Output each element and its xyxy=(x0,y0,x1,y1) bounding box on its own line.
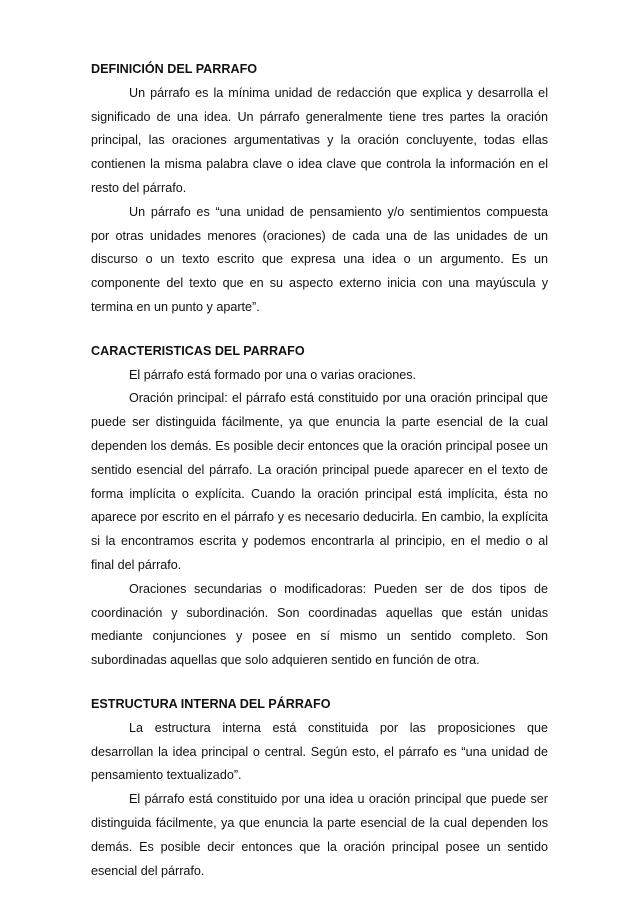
section-caracteristicas xyxy=(91,340,548,673)
section-heading: ESTRUCTURA INTERNA DEL PÁRRAFO xyxy=(91,696,331,711)
paragraph: Un párrafo es la mínima unidad de redacción que explica y desarrolla el significado de una idea. Un párrafo generalmente tiene tres partes la oración principal, las oraciones argumentativas y la oración concluyente, todas ellas contienen la misma palabra clave o idea clave que controla la información en el resto del párrafo. xyxy=(91,85,548,195)
section-estructura xyxy=(91,693,548,883)
section-heading: DEFINICIÓN DEL PARRAFO xyxy=(91,62,258,76)
paragraph: El párrafo está formado por una o varias oraciones. xyxy=(129,367,417,382)
paragraph: Un párrafo es “una unidad de pensamiento y/o sentimientos compuesta por otras unidades menores (oraciones) de cada una de las unidades de un discurso o un texto escrito que expresa una idea o un argumento. Es un componente del texto que en su aspecto externo inicia con una mayúscula y termina en un punto y aparte”. xyxy=(91,204,548,314)
paragraph: Oraciones secundarias o modificadoras: Pueden ser de dos tipos de coordinación y subordinación. Son coordinadas aquellas que están unidas mediante conjunciones y posee en sí mismo un sentido completo. Son subordinadas aquellas que solo adquieren sentido en función de otra. xyxy=(91,581,548,668)
paragraph: Oración principal: el párrafo está constituido por una oración principal que puede ser distinguida fácilmente, ya que enuncia la parte esencial de la cual dependen los demás. Es posible decir entonces que la oración principal posee un sentido esencial del párrafo. La oración principal puede aparecer en el texto de forma implícita o explícita. Cuando la oración principal está implícita, ésta no aparece por escrito en el párrafo y es necesario deducirla. En cambio, la explícita si la encontramos escrita y podemos encontrarla al principio, en el medio o al final del párrafo. xyxy=(91,391,548,572)
section-heading: CARACTERISTICAS DEL PARRAFO xyxy=(91,343,305,358)
document-page xyxy=(91,58,548,883)
section-definicion xyxy=(91,58,548,320)
paragraph: La estructura interna está constituida por las proposiciones que desarrollan la idea principal o central. Según esto, el párrafo es “una unidad de pensamiento textualizado”. xyxy=(91,720,548,783)
paragraph: El párrafo está constituido por una idea u oración principal que puede ser distinguida fácilmente, ya que enuncia la parte esencial de la cual dependen los demás. Es posible decir entonces que la oración principal posee un sentido esencial del párrafo. xyxy=(91,792,548,878)
